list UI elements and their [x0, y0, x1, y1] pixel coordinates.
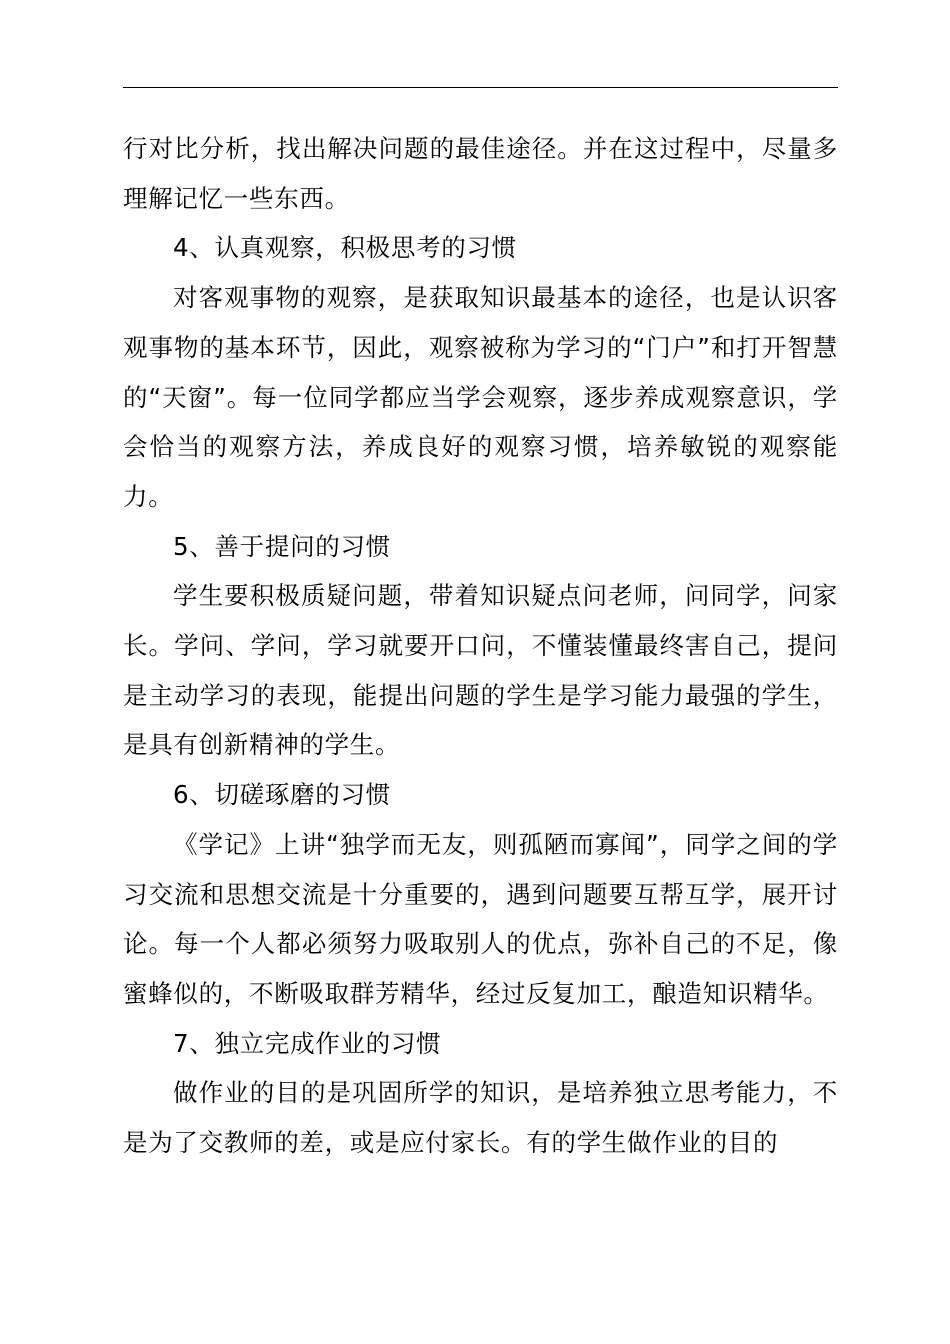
document-body	[123, 124, 838, 1168]
paragraph-observation: 对客观事物的观察，是获取知识最基本的途径，也是认识客观事物的基本环节，因此，观察被称为学习的“门户”和打开智慧的“天窗”。每一位同学都应当学会观察，逐步养成观察意识，学会恰当的观察方法，养成良好的观察习惯，培养敏锐的观察能力。	[123, 283, 838, 511]
paragraph-discussion: 《学记》上讲“独学而无友，则孤陋而寡闻”，同学之间的学习交流和思想交流是十分重要的，遇到问题要互帮互学，展开讨论。每一个人都必须努力吸取别人的优点，弥补自己的不足，像蜜蜂似的，不断吸取群芳精华，经过反复加工，酿造知识精华。	[123, 829, 838, 1008]
section-heading-4: 4、认真观察，积极思考的习惯	[173, 233, 517, 263]
section-heading-6: 6、切磋琢磨的习惯	[173, 780, 391, 810]
paragraph-homework: 做作业的目的是巩固所学的知识，是培养独立思考能力，不是为了交教师的差，或是应付家长。有的学生做作业的目的	[123, 1078, 838, 1158]
section-heading-7: 7、独立完成作业的习惯	[173, 1028, 442, 1058]
paragraph-continuation: 行对比分析，找出解决问题的最佳途径。并在这过程中，尽量多理解记忆一些东西。	[123, 134, 838, 213]
paragraph-questioning: 学生要积极质疑问题，带着知识疑点问老师，问同学，问家长。学问、学问，学习就要开口问，不懂装懂最终害自己，提问是主动学习的表现，能提出问题的学生是学习能力最强的学生，是具有创新精神的学生。	[123, 581, 838, 760]
header-rule	[123, 87, 838, 88]
section-heading-5: 5、善于提问的习惯	[173, 531, 391, 561]
